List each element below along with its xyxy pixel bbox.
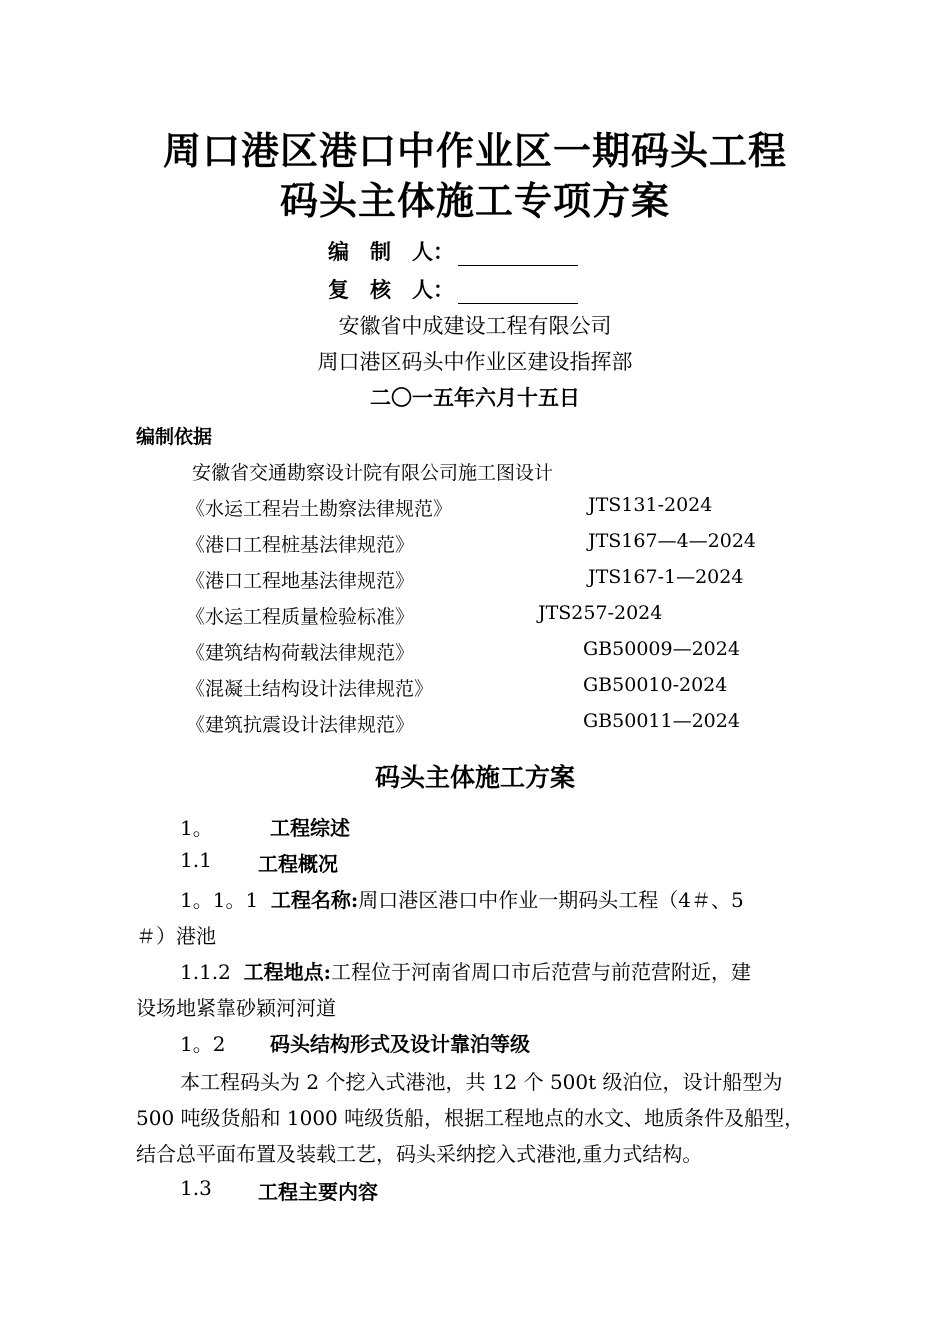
section-1-1-2-label: 工程地点: [243,960,331,984]
reference-name: 《水运工程岩土勘察法律规范》 [186,498,453,520]
paragraph-line: 500 吨级货船和 1000 吨级货船，根据工程地点的水文、地质条件及船型， [136,1106,805,1130]
section-1-1-title: 工程概况 [258,852,338,876]
section-1-1-1-label: 工程名称: [270,888,359,912]
company-name: 安徽省中成建设工程有限公司 [338,314,612,338]
plan-title: 码头主体施工方案 [374,763,575,792]
section-1-3-number: 1.3 [180,1176,212,1200]
paragraph-line: 本工程码头为 2 个挖入式港池，共 12 个 500t 级泊位，设计船型为 [180,1070,783,1094]
reference-code: JTS257-2024 [538,602,663,624]
reviewer-signature-row [328,274,578,304]
section-1-number: 1。 [180,816,213,840]
section-1-1-2-text-continued: 设场地紧靠砂颖河河道 [136,996,336,1020]
reviewer-signature-line [458,281,578,304]
reference-name: 《混凝土结构设计法律规范》 [186,678,434,700]
section-1-1-2-text: 工程位于河南省周口市后范营与前范营附近，建 [331,960,751,984]
section-1-2-title: 码头结构形式及设计靠泊等级 [270,1032,530,1056]
section-1-2-number: 1。2 [180,1032,226,1056]
section-1-3-title: 工程主要内容 [258,1180,378,1204]
paragraph-line: 结合总平面布置及装载工艺，码头采纳挖入式港池,重力式结构。 [136,1142,703,1166]
section-1-title: 工程综述 [270,816,350,840]
section-1-1-1-text: 周口港区港口中作业一期码头工程（4＃、5 [358,888,744,912]
basis-heading: 编制依据 [136,426,213,448]
reference-code: GB50010-2024 [583,674,728,696]
reference-name: 《水运工程质量检验标准》 [186,606,415,628]
document-date: 二〇一五年六月十五日 [370,385,580,410]
reference-code: JTS167-1—2024 [588,566,744,588]
reference-name: 《港口工程桩基法律规范》 [186,534,415,556]
section-1-1-2-line [180,956,751,985]
reference-code: GB50011—2024 [583,710,740,732]
reference-code: JTS167—4—2024 [588,530,757,552]
reviewer-label: 复 核 人： [328,277,454,302]
compiler-signature-row [328,236,578,266]
reference-code: JTS131-2024 [588,494,713,516]
compiler-label: 编 制 人： [328,239,454,264]
headquarters-name: 周口港区码头中作业区建设指挥部 [317,350,633,374]
design-source: 安徽省交通勘察设计院有限公司施工图设计 [192,462,554,484]
reference-name: 《建筑抗震设计法律规范》 [186,714,415,736]
section-1-1-1-number: 1。1。1 [180,888,259,912]
document-title-line2: 码头主体施工专项方案 [279,178,670,223]
reference-code: GB50009—2024 [583,638,740,660]
section-1-1-1-line [180,884,744,913]
compiler-signature-line [458,243,578,266]
section-1-1-1-text-continued: ＃）港池 [136,924,216,948]
document-title-line1: 周口港区港口中作业区一期码头工程 [162,128,787,173]
reference-name: 《建筑结构荷载法律规范》 [186,642,415,664]
section-1-1-number: 1.1 [180,848,212,872]
section-1-1-2-number: 1.1.2 [180,960,231,984]
reference-name: 《港口工程地基法律规范》 [186,570,415,592]
